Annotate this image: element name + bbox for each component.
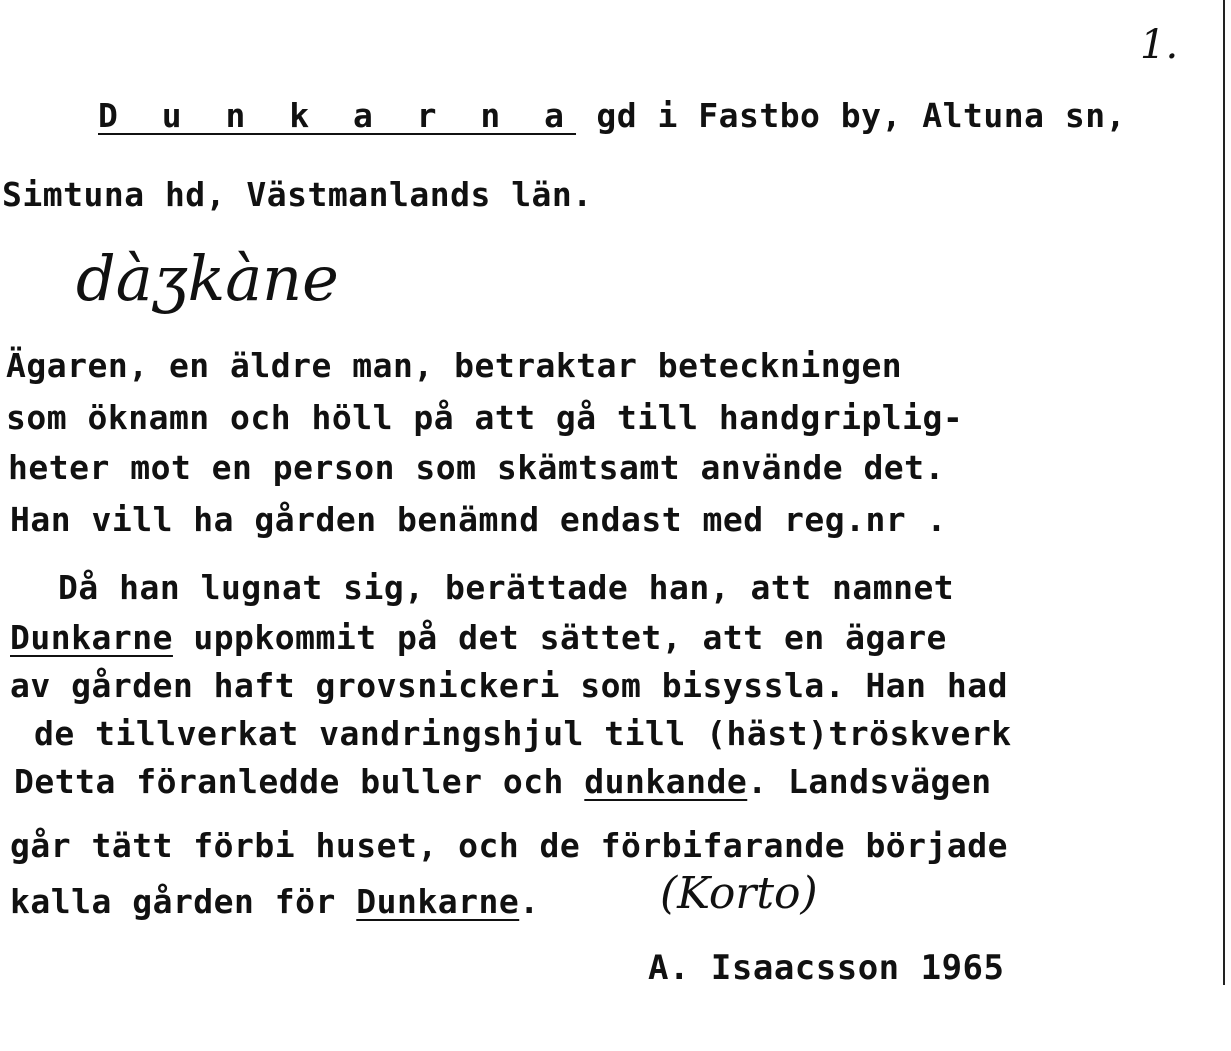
- paragraph2-line-4: de tillverkat vandringshjul till (häst)tröskverk: [34, 714, 1012, 753]
- card-edge: [1223, 0, 1225, 985]
- paragraph2-line-7: kalla gården för Dunkarne.: [10, 882, 540, 921]
- place-name: D u n k a r n a: [98, 96, 577, 135]
- handwritten-note: (Korto): [660, 868, 818, 919]
- paragraph1-line-1: Ägaren, en äldre man, betraktar beteckningen: [6, 346, 903, 385]
- paragraph1-line-3: heter mot en person som skämtsamt använde det.: [8, 448, 945, 487]
- place-location: gd i Fastbo by, Altuna sn,: [576, 96, 1126, 135]
- paragraph2-line-5: Detta föranledde buller och dunkande. Landsvägen: [14, 762, 992, 801]
- paragraph2-line-6: går tätt förbi huset, och de förbifarande började: [10, 826, 1009, 865]
- paragraph1-line-4: Han vill ha gården benämnd endast med reg.nr .: [10, 500, 947, 539]
- paragraph2-line-3: av gården haft grovsnickeri som bisyssla. Han had: [10, 666, 1009, 705]
- signature: A. Isaacsson 1965: [648, 948, 1005, 988]
- heading-line-2: Simtuna hd, Västmanlands län.: [2, 175, 593, 214]
- heading-line-1: [98, 96, 1126, 135]
- paragraph2-line-2: Dunkarne uppkommit på det sättet, att en ägare: [10, 618, 947, 657]
- paragraph2-line-1: Då han lugnat sig, berättade han, att namnet: [58, 568, 955, 607]
- paragraph1-line-2: som öknamn och höll på att gå till handgriplig-: [6, 398, 964, 437]
- underlined-word: dunkande: [584, 762, 748, 801]
- underlined-name: Dunkarne: [10, 618, 173, 657]
- underlined-name: Dunkarne: [356, 882, 520, 921]
- page-number: 1.: [1140, 22, 1179, 68]
- pronunciation: dàʒkàne: [76, 242, 339, 315]
